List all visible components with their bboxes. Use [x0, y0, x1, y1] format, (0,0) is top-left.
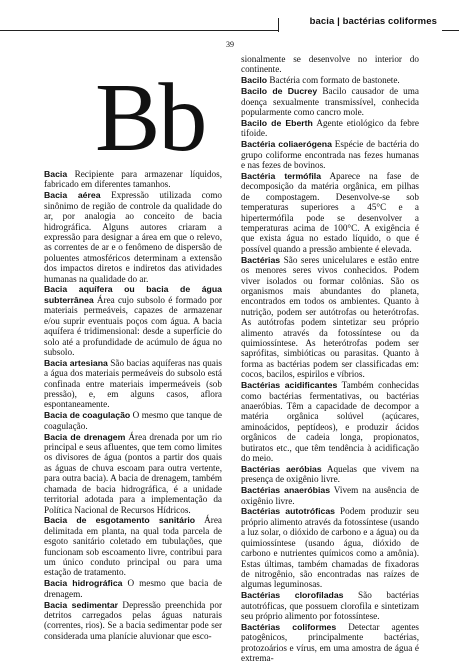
- entry-term: Bactérias clorofiladas: [241, 590, 344, 601]
- entry-term: Bacia de coagulação: [44, 410, 131, 421]
- entry-term: Bactéria coliaerógena: [241, 139, 332, 150]
- entry-definition: São bacias aquíferas nas quais a água dos materiais permeáveis do subsolo está confinada entre materiais impermeáveis (sob pressão), e, em alguns casos, aflora espontaneamente.: [44, 357, 223, 410]
- entry-definition: São seres unicelulares e estão entre os menores seres vivos conhecidos. Podem viver isolados ou formar colônias. São os organismos mais abundantes do planeta, encontrados em todos os ambientes. Quanto à nutrição, podem ser autótrofas ou heterótrofas. As autótrofas podem sintetizar seu próprio alimento através da fotossíntese ou da quimiossíntese. As heterótrofas podem ser saprófitas, simbióticas ou parasitas. Quanto à forma as bactérias podem ser classificadas em: cocos, bacilos, espirilos e víbrios.: [241, 254, 419, 380]
- glossary-entry: [44, 190, 222, 284]
- glossary-entry: [241, 75, 419, 85]
- glossary-entry: [44, 578, 222, 599]
- glossary-entry: [44, 600, 222, 642]
- entry-term: Bactérias: [241, 254, 281, 265]
- entry-definition: Área delimitada em planta, na qual toda parcela de esgoto sanitário coletado em tubulações, que funcionam sob escoamento livre, contribui para um único conduto principal ou para uma estação de tratamento.: [44, 515, 222, 578]
- continued-text: sionalmente se desenvolve no interior do continente.: [241, 54, 419, 75]
- left-column: [44, 169, 222, 642]
- entry-definition: Recipiente para armazenar líquidos, fabricado em diferentes tamanhos.: [44, 169, 222, 190]
- entry-definition: O mesmo que tanque de coagulação.: [44, 410, 222, 431]
- entry-definition: Bactéria com formato de bastonete.: [267, 75, 400, 86]
- entry-definition: Área cujo subsolo é formado por materiais permeáveis, capazes de armazenar e/ou suprir eventuais poços com água. A bacia aquífera é tridimensional: desde a superfície do solo até a profundidade de acúmulo de água no subsolo.: [44, 294, 222, 357]
- entry-term: Bacia aquífera ou bacia de água subterrânea: [44, 284, 222, 305]
- section-letter: Bb: [95, 64, 206, 172]
- entry-definition: Aparece na fase de decomposição da matéria orgânica, em pilhas de compostagem. Desenvolve-se sob temperaturas superiores a 45°C e a hipertermófila pode se desenvolver a temperaturas acima de 100°C. A exigência é que exista água no estado líquido, o que é possível quando a pressão ambiente é elevada.: [241, 170, 419, 254]
- entry-term: Bacilo de Ducrey: [241, 86, 318, 97]
- glossary-entry: [44, 284, 222, 357]
- entry-term: Bacia aérea: [44, 190, 101, 201]
- entry-definition: Vivem na ausência de oxigênio livre.: [241, 485, 420, 506]
- right-column: [241, 54, 419, 664]
- glossary-entry: [241, 464, 419, 485]
- entry-term: Bacia de esgotamento sanitário: [44, 515, 196, 526]
- glossary-entry: [44, 432, 222, 515]
- entry-term: Bacia: [44, 169, 68, 179]
- entry-definition: Expressão utilizada como sinônimo de região de controle da qualidade do ar, por analogia ao conceito de bacia hidrográfica. Alguns autores criaram a expressão para designar a área em que o relevo, as correntes de ar e o fenômeno de dispersão de poluentes atmosféricos determinam a extensão dos impactos diretos e indiretos das atividades humanas na qualidade do ar.: [44, 190, 222, 284]
- entry-definition: Agente etiológico da febre tifoide.: [241, 117, 419, 139]
- entry-term: Bactérias coliformes: [241, 621, 337, 632]
- glossary-entry: [44, 358, 222, 410]
- entry-definition: Detectar agentes patogênicos, principalmente bactérias, protozoários e vírus, em uma amostra de água é extrema-: [241, 621, 419, 664]
- entry-definition: Depressão preenchida por detritos carregados pelas águas naturais (correntes, rios). Se a bacia sedimentar pode ser considerada uma planície aluvionar que esco-: [44, 599, 223, 641]
- entry-term: Bacia hidrográfica: [44, 578, 123, 589]
- entry-term: Bacilo: [241, 75, 268, 86]
- entry-definition: Aquelas que vivem na presença de oxigênio livre.: [241, 463, 419, 485]
- entry-term: Bactéria termófila: [241, 170, 322, 181]
- glossary-entry: [241, 485, 419, 506]
- glossary-entry: [44, 169, 222, 190]
- glossary-entry: [241, 506, 419, 589]
- glossary-entry: [241, 590, 419, 621]
- entry-definition: Bacilo causador de uma doença sexualmente transmissível, conhecida popularmente como cancro mole.: [241, 86, 420, 118]
- entry-definition: Também conhecidas como bactérias fermentativas, ou bactérias anaeróbias. Têm a capacidade de decompor a matéria orgânica solúvel (açúcares, aminoácidos, peptídeos), e produzir ácidos orgânicos de cadeia longa, propionatos, butiratos etc., que têm tendência à acidificação do meio.: [241, 380, 419, 463]
- glossary-entry: [44, 515, 222, 577]
- page-number: 39: [226, 40, 234, 49]
- entry-definition: Área drenada por um rio principal e seus afluentes, que tem como limites os divisores de água (pontos a partir dos quais as águas de chuva escoam para outra vertente, para outra bacia). A bacia de drenagem, também chamada de bacia hidrográfica, é a unidade territorial adotada para a implementação da Política Nacional de Recursos Hídricos.: [44, 431, 222, 515]
- entry-term: Bacilo de Eberth: [241, 117, 313, 128]
- glossary-entry: [241, 86, 419, 117]
- running-header: [0, 18, 459, 32]
- entry-term: Bactérias aeróbias: [241, 463, 322, 474]
- entry-term: Bacia sedimentar: [44, 599, 119, 610]
- entry-term: Bacia artesiana: [44, 357, 108, 368]
- glossary-entry: [241, 171, 419, 254]
- entry-definition: Espécie de bactéria do grupo coliforme encontrada nas fezes humanas e nas fezes de bovinos.: [241, 139, 420, 171]
- header-title: bacia | bactérias coliformes: [309, 16, 437, 27]
- entry-term: Bactérias acidificantes: [241, 380, 338, 391]
- glossary-entry: [241, 139, 419, 170]
- entry-term: Bactérias autotróficas: [241, 506, 335, 517]
- entry-definition: São bactérias autotróficas, que possuem clorofila e sintetizam seu próprio alimento por fotossíntese.: [241, 590, 419, 622]
- entry-term: Bacia de drenagem: [44, 431, 126, 442]
- glossary-entry: [241, 118, 419, 139]
- glossary-entry: [44, 410, 222, 431]
- glossary-entry: [241, 380, 419, 463]
- entry-definition: O mesmo que bacia de drenagem.: [44, 578, 222, 599]
- entry-term: Bactérias anaeróbias: [241, 485, 331, 496]
- glossary-entry: [241, 622, 419, 664]
- glossary-entry: [241, 255, 419, 380]
- entry-definition: Podem produzir seu próprio alimento através da fotossíntese (usando a luz solar, o dióxido de carbono e a água) ou da quimiossíntese (usando água, dióxido de carbono e nutrientes químicos como a amônia). Estas últimas, também chamadas de fixadoras de nitrogênio, são encontradas nas raízes de algumas leguminosas.: [241, 506, 419, 590]
